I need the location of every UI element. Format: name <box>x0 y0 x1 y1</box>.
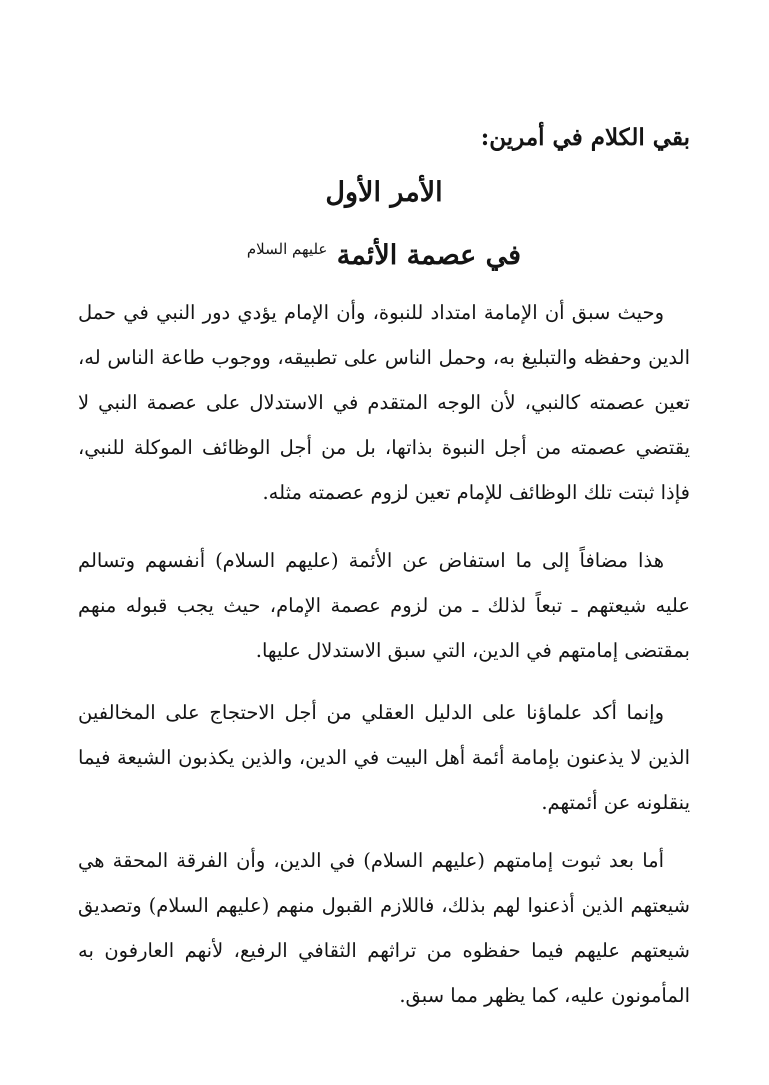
paragraph: هذا مضافاً إلى ما استفاض عن الأئمة (عليهم السلام) أنفسهم وتسالم عليه شيعتهم ـ تبعاً لذلك ـ من لزوم عصمة الإمام، حيث يجب قبوله منهم بمقتضى إمامتهم في الدين، التي سبق الاستدلال عليها. <box>78 549 690 662</box>
intro-line: بقي الكلام في أمرين: <box>480 124 690 151</box>
section-heading: الأمر الأول <box>325 177 443 208</box>
paragraph: وإنما أكد علماؤنا على الدليل العقلي من أجل الاحتجاج على المخالفين الذين لا يذعنون بإمامة أئمة أهل البيت في الدين، والذين يكذبون الشيعة فيما ينقلونه عن أئمتهم. <box>78 701 690 814</box>
paragraph: وحيث سبق أن الإمامة امتداد للنبوة، وأن الإمام يؤدي دور النبي في حمل الدين وحفظه والتبليغ به، وحمل الناس على تطبيقه، ووجوب طاعة الناس له، تعين عصمته كالنبي، لأن الوجه المتقدم في الاستدلال على عصمة النبي لا يقتضي عصمته من أجل النبوة بذاتها، بل من أجل الوظائف الموكلة للنبي، فإذا ثبتت تلك الوظائف للإمام تعين لزوم عصمته مثله. <box>78 301 690 504</box>
section-subheading <box>78 229 690 276</box>
paragraph: أما بعد ثبوت إمامتهم (عليهم السلام) في الدين، وأن الفرقة المحقة هي شيعتهم الذين أذعنوا لهم بذلك، فاللازم القبول منهم (عليهم السلام) وتصديق شيعتهم عليهم فيما حفظوه من تراثهم الثقافي الرفيع، لأنهم العارفون به المأمونون عليه، كما يظهر مما سبق. <box>78 849 690 1007</box>
subheading-text: في عصمة الأئمة <box>336 240 522 271</box>
honorific-mark: عليهم السلام <box>246 240 328 258</box>
